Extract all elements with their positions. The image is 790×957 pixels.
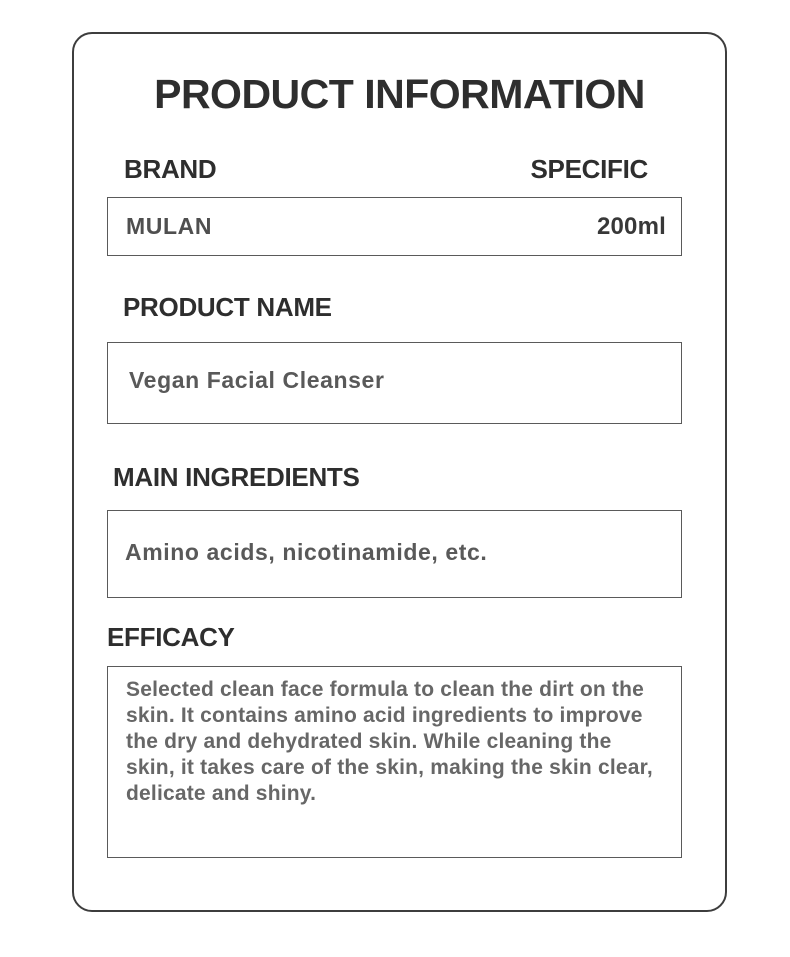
brand-section-label: BRAND (124, 154, 217, 184)
efficacy-value-box (107, 666, 682, 858)
main-ingredients-section-label: MAIN INGREDIENTS (113, 462, 360, 492)
brand-specific-label-row (124, 154, 648, 184)
brand-specific-value-box (107, 197, 682, 256)
main-ingredients-value-box (107, 510, 682, 598)
brand-value: MULAN (126, 213, 213, 239)
product-name-section-label: PRODUCT NAME (123, 292, 332, 322)
main-ingredients-value: Amino acids, nicotinamide, etc. (125, 538, 488, 565)
page-title: PRODUCT INFORMATION (154, 71, 645, 117)
efficacy-section-label: EFFICACY (107, 622, 235, 652)
specific-value: 200ml (596, 212, 666, 240)
specific-section-label: SPECIFIC (530, 154, 648, 184)
product-name-value: Vegan Facial Cleanser (129, 366, 385, 393)
product-information-card (72, 32, 727, 912)
efficacy-value: Selected clean face formula to clean the dirt on the skin. It contains amino acid ingredients to improve the dry and dehydrated skin. While cleaning the skin, it takes care of the skin, making the skin clear, delicate and shiny. (126, 678, 653, 805)
product-name-value-box (107, 342, 682, 424)
